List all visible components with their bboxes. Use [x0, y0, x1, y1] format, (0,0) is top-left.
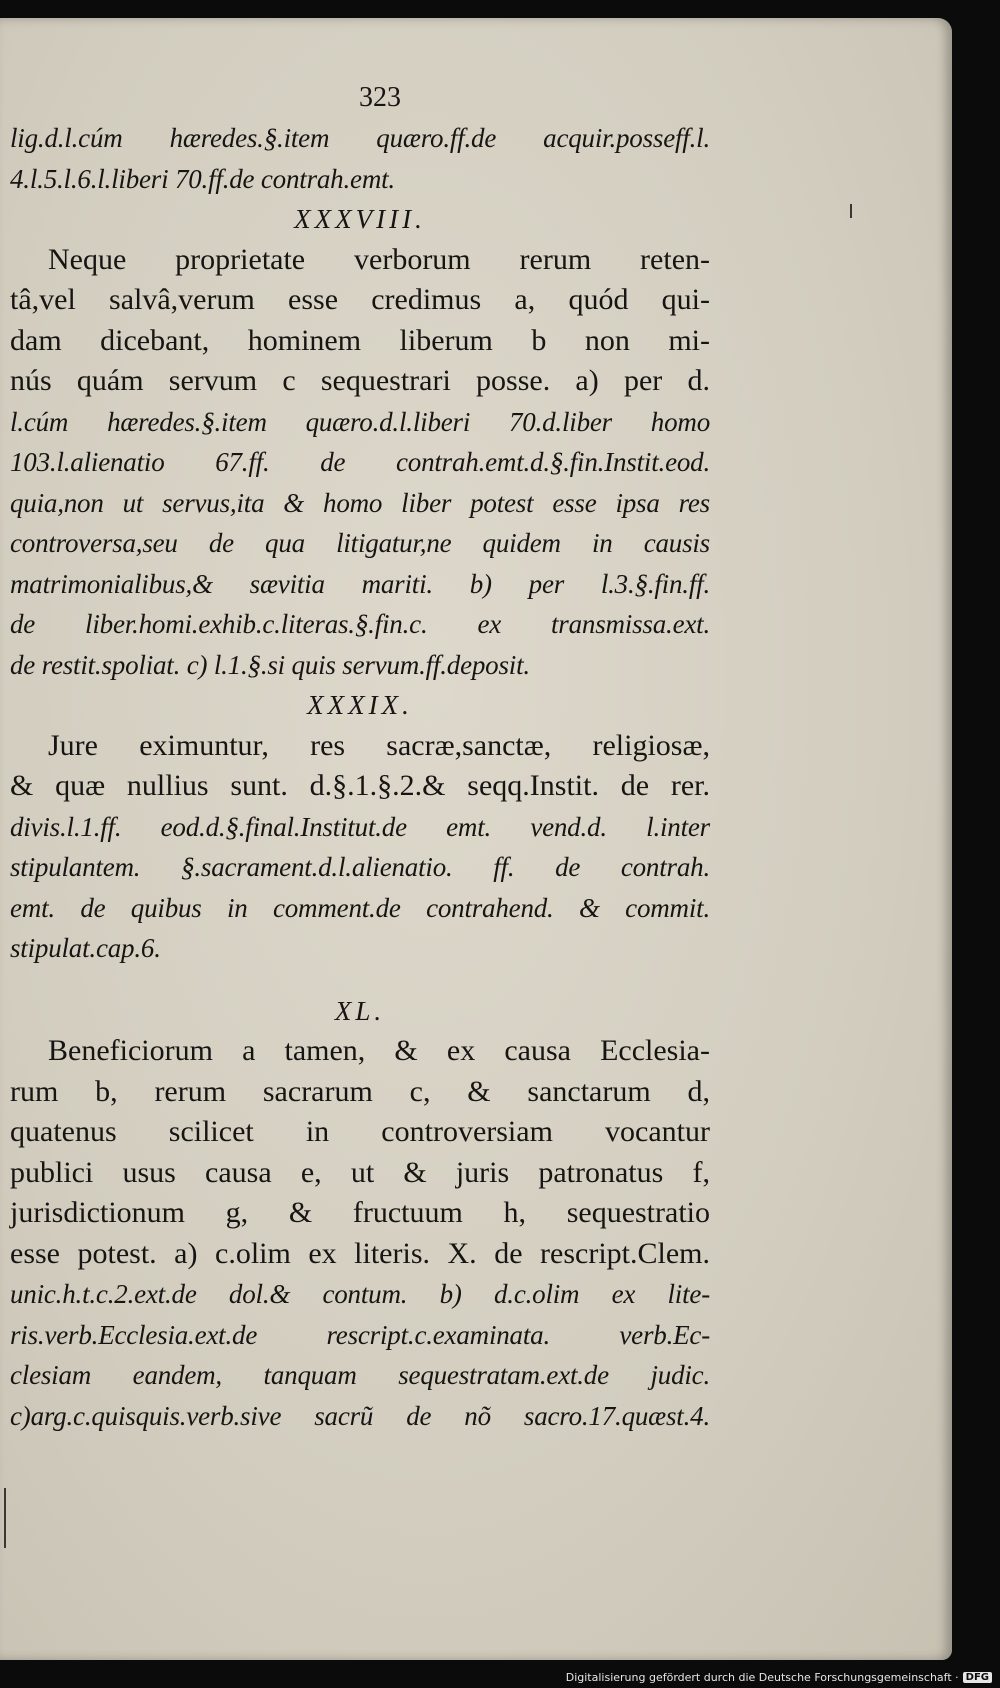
- text-line: & quæ nullius sunt. d.§.1.§.2.& seqq.Instit. de rer.: [10, 769, 710, 802]
- text-line: quatenus scilicet in controversiam vocantur: [10, 1115, 710, 1148]
- margin-mark: [850, 204, 852, 218]
- text-line: jurisdictionum g, & fructuum h, sequestratio: [10, 1196, 710, 1229]
- text-line: 4.l.5.l.6.l.liberi 70.ff.de contrah.emt.: [10, 163, 395, 194]
- text-line: rum b, rerum sacrarum c, & sanctarum d,: [10, 1074, 710, 1108]
- text-line: controversa,seu de qua litigatur,ne quidem in causis: [10, 528, 710, 558]
- text-line: stipulantem. §.sacrament.d.l.alienatio. ff. de contrah.: [10, 852, 710, 882]
- text-line: quia,non ut servus,ita & homo liber potest esse ipsa res: [10, 487, 710, 518]
- footer-text: Digitalisierung gefördert durch die Deutsche Forschungsgemeinschaft ·: [565, 1671, 959, 1684]
- text-line: esse potest. a) c.olim ex literis. X. de rescript.Clem.: [10, 1236, 710, 1270]
- book-page: [0, 18, 952, 1660]
- dfg-logo-icon: DFG: [963, 1672, 992, 1683]
- text-line: nús quám servum c sequestrari posse. a) per d.: [10, 364, 710, 397]
- text-line: unic.h.t.c.2.ext.de dol.& contum. b) d.c.olim ex lite-: [10, 1279, 710, 1309]
- text-line: stipulat.cap.6.: [10, 933, 161, 963]
- text-line: matrimonialibus,& sævitia mariti. b) per l.3.§.fin.ff.: [10, 568, 710, 599]
- digitization-footer: [566, 1671, 992, 1684]
- text-line: ris.verb.Ecclesia.ext.de rescript.c.examinata. verb.Ec-: [10, 1319, 710, 1350]
- text-line: c)arg.c.quisquis.verb.sive sacrũ de nõ sacro.17.quæst.4.: [10, 1400, 710, 1431]
- margin-mark: [4, 1488, 6, 1548]
- section-heading: XXXVIII.: [294, 204, 426, 234]
- text-line: l.cúm hæredes.§.item quæro.d.l.liberi 70.d.liber homo: [10, 406, 710, 437]
- page-text: [10, 78, 710, 1436]
- text-line: clesiam eandem, tanquam sequestratam.ext.de judic.: [10, 1360, 710, 1390]
- text-line: tâ,vel salvâ,verum esse credimus a, quód qui-: [10, 283, 710, 316]
- text-line: emt. de quibus in comment.de contrahend. & commit.: [10, 892, 710, 923]
- text-line: dam dicebant, hominem liberum b non mi-: [10, 323, 710, 357]
- text-line: de restit.spoliat. c) l.1.§.si quis servum.ff.deposit.: [10, 649, 530, 680]
- text-line: Neque proprietate verborum rerum reten-: [48, 242, 710, 276]
- section-heading: XL.: [334, 995, 386, 1026]
- text-line: Beneficiorum a tamen, & ex causa Ecclesia-: [48, 1034, 710, 1067]
- text-line: divis.l.1.ff. eod.d.§.final.Institut.de emt. vend.d. l.inter: [10, 811, 710, 842]
- section-heading: XXXIX.: [307, 690, 413, 720]
- text-line: 103.l.alienatio 67.ff. de contrah.emt.d.§.fin.Instit.eod.: [10, 447, 710, 477]
- text-line: lig.d.l.cúm hæredes.§.item quæro.ff.de acquir.posseff.l.: [10, 123, 710, 153]
- text-line: publici usus causa e, ut & juris patronatus f,: [10, 1155, 710, 1189]
- page-number: 323: [359, 82, 401, 113]
- text-line: Jure eximuntur, res sacræ,sanctæ, religiosæ,: [48, 728, 710, 762]
- text-line: de liber.homi.exhib.c.literas.§.fin.c. ex transmissa.ext.: [10, 609, 710, 639]
- section-gap: [10, 969, 710, 991]
